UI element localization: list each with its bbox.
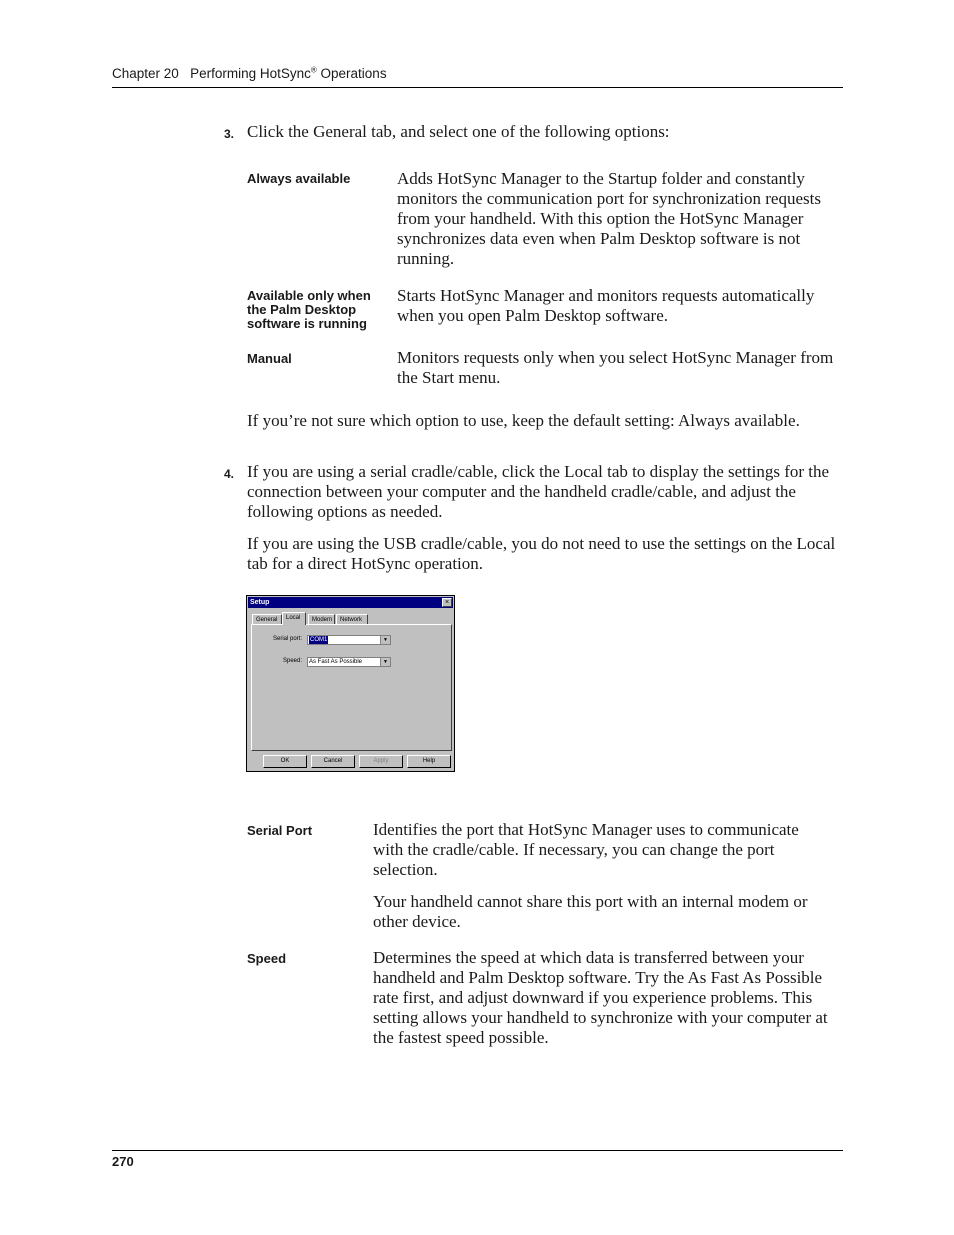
step-number: 4.	[224, 467, 235, 481]
option-desc-manual: Monitors requests only when you select HotSync Manager from the Start menu.	[397, 348, 834, 387]
serial-port-select[interactable]	[307, 635, 391, 645]
header-rule	[112, 87, 843, 88]
chapter-title-rest: Operations	[320, 66, 387, 81]
cancel-button[interactable]: Cancel	[311, 755, 355, 768]
dialog-title-bar	[248, 597, 453, 608]
usb-note-paragraph: If you are using the USB cradle/cable, you do not need to use the settings on the Local tab for a direct HotSync operation.	[247, 534, 836, 573]
option-desc-serial-port: Identifies the port that HotSync Manager uses to communicate with the cradle/cable. If necessary, you can change the port selection.	[373, 820, 799, 879]
apply-button[interactable]: Apply	[359, 755, 403, 768]
option-term-available-only: Available only when the Palm Desktop software is running	[247, 288, 371, 331]
tab-modem[interactable]: Modem	[308, 614, 335, 624]
page-number: 270	[112, 1154, 134, 1169]
speed-select[interactable]	[307, 657, 391, 667]
chapter-title: Performing HotSync	[190, 66, 311, 81]
step-text: If you are using a serial cradle/cable, click the Local tab to display the settings for the connection between your computer and the handheld cradle/cable, and adjust the following options as needed.	[247, 462, 830, 521]
chapter-label: Chapter 20	[112, 66, 179, 81]
ok-button[interactable]: OK	[263, 755, 307, 768]
step-text: Click the General tab, and select one of the following options:	[247, 122, 670, 141]
option-term-serial-port: Serial Port	[247, 823, 313, 838]
step-number: 3.	[224, 127, 235, 141]
help-button[interactable]: Help	[407, 755, 451, 768]
footer-rule	[112, 1150, 843, 1151]
speed-value: As Fast As Possible	[309, 659, 363, 665]
dialog-title: Setup	[250, 599, 270, 606]
running-header	[112, 66, 843, 81]
default-setting-paragraph: If you’re not sure which option to use, keep the default setting: Always available.	[247, 411, 800, 430]
tab-network[interactable]: Network	[336, 614, 368, 624]
serial-port-label: Serial port:	[273, 636, 303, 642]
close-icon[interactable]: ×	[442, 598, 452, 607]
chevron-down-icon[interactable]: ▼	[380, 636, 390, 644]
option-term-manual: Manual	[247, 351, 292, 366]
tab-general[interactable]: General	[252, 614, 282, 624]
registered-mark: ®	[310, 65, 317, 75]
option-term-always-available: Always available	[247, 171, 351, 186]
chevron-down-icon[interactable]: ▼	[380, 658, 390, 666]
option-note-serial-port: Your handheld cannot share this port with an internal modem or other device.	[373, 892, 808, 931]
option-desc-speed: Determines the speed at which data is transferred between your handheld and Palm Desktop software. Try the As Fast As Possible rate first, and adjust downward if you experience problems. This setting allows your handheld to synchronize with your computer at the fastest speed possible.	[373, 948, 828, 1047]
tab-local[interactable]: Local	[282, 612, 306, 625]
local-tab-panel	[251, 624, 452, 751]
option-desc-always-available: Adds HotSync Manager to the Startup folder and constantly monitors the communication port for synchronization requests from your handheld. With this option the HotSync Manager synchronizes data even when Palm Desktop software is not running.	[397, 169, 821, 268]
serial-port-value: COM1	[310, 637, 328, 643]
setup-dialog	[246, 595, 455, 772]
option-desc-available-only: Starts HotSync Manager and monitors requests automatically when you open Palm Desktop software.	[397, 286, 815, 325]
speed-label: Speed:	[283, 658, 303, 664]
option-term-speed: Speed	[247, 951, 287, 966]
